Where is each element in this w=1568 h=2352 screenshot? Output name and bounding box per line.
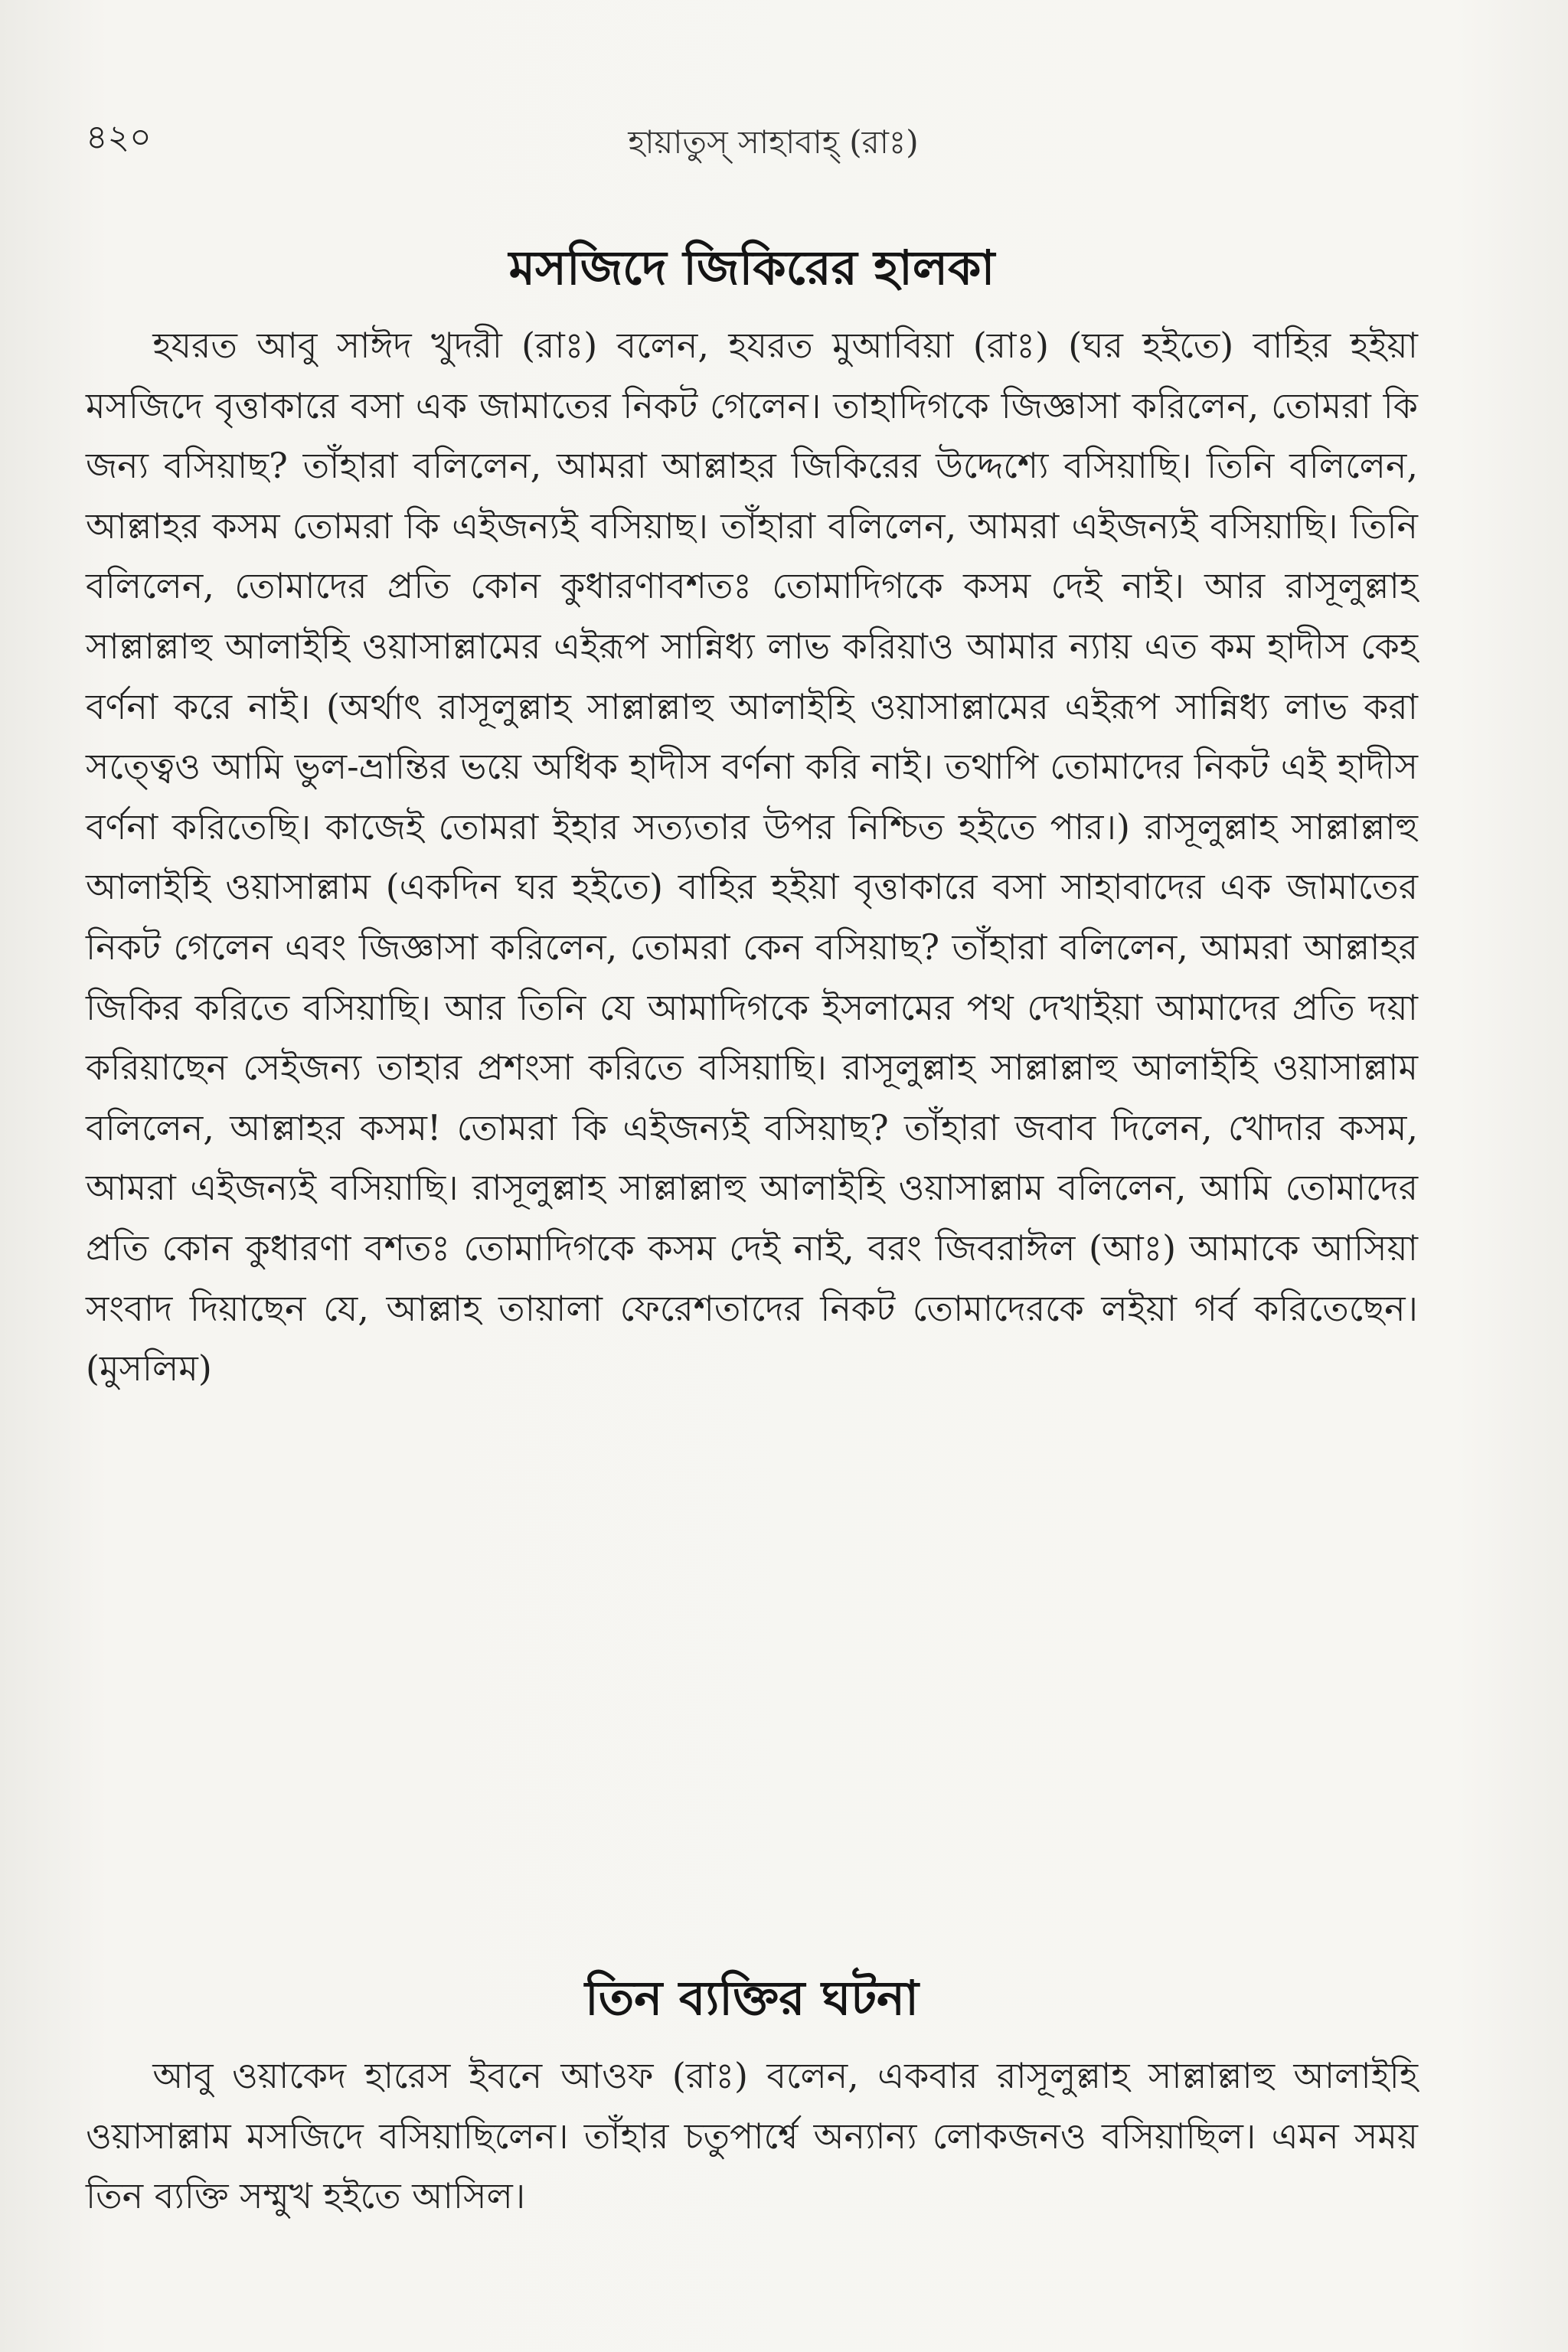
- section-three-men: [86, 1960, 1418, 2226]
- page-header: [0, 115, 1568, 176]
- section-zikr-circle: [86, 230, 1418, 1399]
- section-heading: তিন ব্যক্তির ঘটনা: [584, 1970, 920, 2026]
- body-paragraph: হযরত আবু সাঈদ খুদরী (রাঃ) বলেন, হযরত মুআবিয়া (রাঃ) (ঘর হইতে) বাহির হইয়া মসজিদে বৃত্তাকারে বসা এক জামাতের নিকট গেলেন। তাহাদিগকে জিজ্ঞাসা করিলেন, তোমরা কি জন্য বসিয়াছ? তাঁহারা বলিলেন, আমরা আল্লাহর জিকিরের উদ্দেশ্যে বসিয়াছি। তিনি বলিলেন, আল্লাহর কসম তোমরা কি এইজন্যই বসিয়াছ। তাঁহারা বলিলেন, আমরা এইজন্যই বসিয়াছি। তিনি বলিলেন, তোমাদের প্রতি কোন কুধারণাবশতঃ তোমাদিগকে কসম দেই নাই। আর রাসূলুল্লাহ সাল্লাল্লাহু আলাইহি ওয়াসাল্লামের এইরূপ সান্নিধ্য লাভ করিয়াও আমার ন্যায় এত কম হাদীস কেহ বর্ণনা করে নাই। (অর্থাৎ রাসূলুল্লাহ সাল্লাল্লাহু আলাইহি ওয়াসাল্লামের এইরূপ সান্নিধ্য লাভ করা সত্ত্বেও আমি ভুল-ভ্রান্তির ভয়ে অধিক হাদীস বর্ণনা করি নাই। তথাপি তোমাদের নিকট এই হাদীস বর্ণনা করিতেছি। কাজেই তোমরা ইহার সত্যতার উপর নিশ্চিত হইতে পার।) রাসূলুল্লাহ সাল্লাল্লাহু আলাইহি ওয়াসাল্লাম (একদিন ঘর হইতে) বাহির হইয়া বৃত্তাকারে বসা সাহাবাদের এক জামাতের নিকট গেলেন এবং জিজ্ঞাসা করিলেন, তোমরা কেন বসিয়াছ? তাঁহারা বলিলেন, আমরা আল্লাহর জিকির করিতে বসিয়াছি। আর তিনি যে আমাদিগকে ইসলামের পথ দেখাইয়া আমাদের প্রতি দয়া করিয়াছেন সেইজন্য তাহার প্রশংসা করিতে বসিয়াছি। রাসূলুল্লাহ সাল্লাল্লাহু আলাইহি ওয়াসাল্লাম বলিলেন, আল্লাহর কসম! তোমরা কি এইজন্যই বসিয়াছ? তাঁহারা জবাব দিলেন, খোদার কসম, আমরা এইজন্যই বসিয়াছি। রাসূলুল্লাহ সাল্লাল্লাহু আলাইহি ওয়াসাল্লাম বলিলেন, আমি তোমাদের প্রতি কোন কুধারণা বশতঃ তোমাদিগকে কসম দেই নাই, বরং জিবরাঈল (আঃ) আমাকে আসিয়া সংবাদ দিয়াছেন যে, আল্লাহ তায়ালা ফেরেশতাদের নিকট তোমাদেরকে লইয়া গর্ব করিতেছেন। (মুসলিম): [86, 325, 1418, 1390]
- section-heading: মসজিদে জিকিরের হালকা: [508, 240, 995, 296]
- running-title: হায়াতুস্ সাহাবাহ্ (রাঃ): [628, 123, 919, 161]
- body-paragraph: আবু ওয়াকেদ হারেস ইবনে আওফ (রাঃ) বলেন, একবার রাসূলুল্লাহ সাল্লাল্লাহু আলাইহি ওয়াসাল্লাম মসজিদে বসিয়াছিলেন। তাঁহার চতুপার্শ্বে অন্যান্য লোকজনও বসিয়াছিল। এমন সময় তিন ব্যক্তি সম্মুখ হইতে আসিল।: [86, 2055, 1418, 2217]
- page-number: ৪২০: [86, 118, 152, 157]
